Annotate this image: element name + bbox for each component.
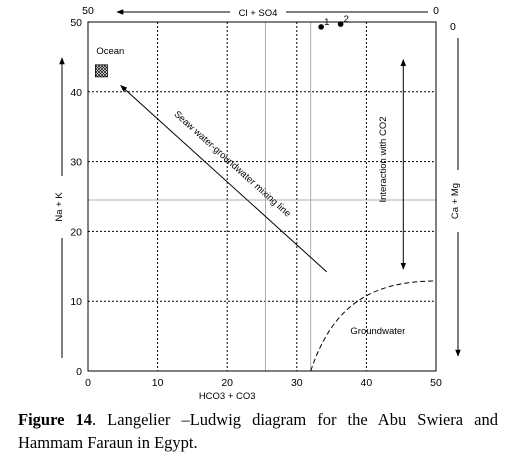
x-tick-10: 10 [151, 377, 164, 389]
figure-number: Figure 14 [18, 410, 92, 429]
x-tick-40: 40 [360, 377, 373, 389]
x-tick-0: 0 [85, 377, 91, 389]
right-tick-0: 0 [450, 21, 456, 33]
sample-point-2 [338, 21, 344, 27]
y-tick-50: 50 [70, 17, 82, 29]
sample-point-label-2: 2 [343, 14, 349, 26]
y-tick-30: 30 [70, 156, 82, 169]
sample-point-label-1: 1 [324, 16, 330, 28]
x-tick-20: 20 [221, 377, 234, 389]
mixing-line-arrow [121, 86, 327, 272]
ocean-marker [95, 65, 107, 77]
ocean-label: Ocean [96, 46, 125, 58]
x-tick-30: 30 [290, 377, 303, 389]
right-axis-label: Ca + Mg [450, 182, 461, 220]
y-tick-20: 20 [70, 226, 82, 239]
left-axis-label: Na + K [54, 192, 65, 222]
co2-interaction-label: Interaction with CO2 [377, 116, 389, 203]
y-tick-labels [70, 17, 82, 378]
y-tick-40: 40 [70, 86, 82, 99]
top-tick-50: 50 [82, 5, 94, 17]
sample-point-1 [318, 24, 324, 30]
mixing-line-label: Seaw water-groundwater mixing line [171, 108, 293, 220]
caption-text: . Langelier –Ludwig diagram for the Abu Swiera and Hammam Faraun in Egypt. [18, 410, 498, 452]
y-tick-10: 10 [70, 296, 82, 309]
x-tick-50: 50 [430, 377, 442, 389]
y-tick-0: 0 [76, 366, 82, 378]
bottom-axis-label: HCO3 + CO3 [198, 391, 256, 400]
figure-caption [18, 408, 498, 454]
groundwater-label: Groundwater [350, 326, 406, 338]
top-tick-0: 0 [433, 5, 439, 17]
x-tick-labels [85, 377, 442, 389]
top-axis-label: Cl + SO4 [238, 8, 278, 19]
